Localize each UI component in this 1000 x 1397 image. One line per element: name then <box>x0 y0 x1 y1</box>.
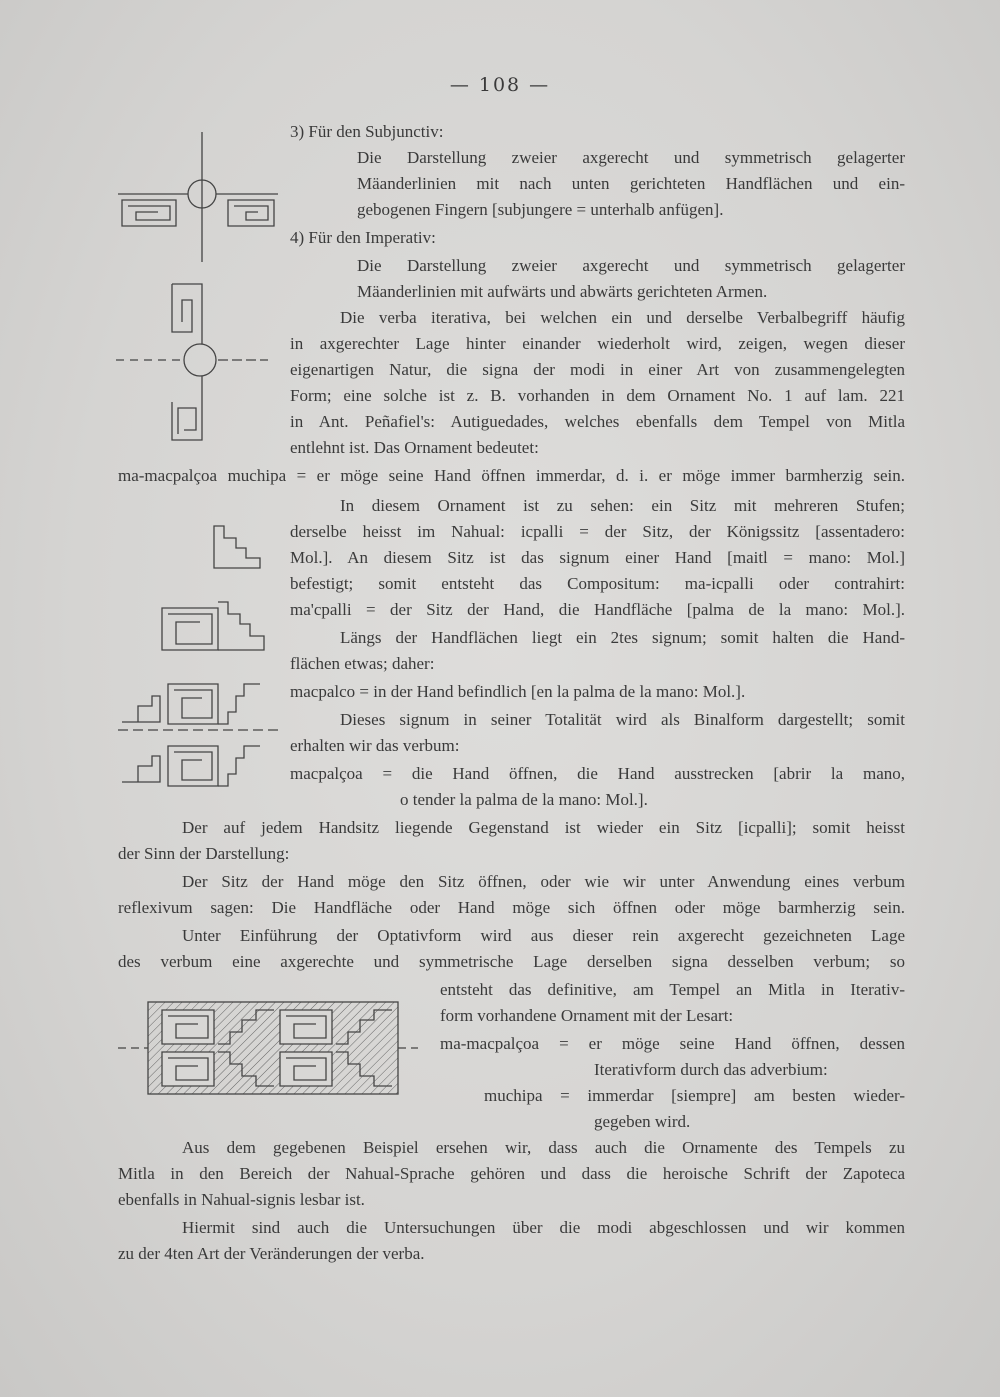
text-line: macpalçoa = die Hand öffnen, die Hand ausstrecken [abrir la mano, <box>290 764 905 783</box>
mitla-ornament-figure <box>118 998 418 1098</box>
text-line: entsteht das definitive, am Tempel an Mitla in Iterativ- <box>440 980 905 999</box>
text-line: zu der 4ten Art der Veränderungen der verba. <box>118 1244 425 1263</box>
text-line: derselbe heisst im Nahual: icpalli = der Sitz, der Königssitz [assentadero: <box>290 522 905 541</box>
text-line: In diesem Ornament ist zu sehen: ein Sitz mit mehreren Stufen; <box>340 496 905 515</box>
text-line: Mol.]. An diesem Sitz ist das signum einer Hand [maitl = mano: Mol.] <box>290 548 905 567</box>
text-line: ma'cpalli = der Sitz der Hand, die Handfläche [palma de la mano: Mol.]. <box>290 600 905 619</box>
text-line: Iterativform durch das adverbium: <box>594 1060 828 1079</box>
text-line: reflexivum sagen: Die Handfläche oder Hand möge sich öffnen oder möge barmherzig sein. <box>118 898 905 917</box>
text-line: Dieses signum in seiner Totalität wird als Binalform dargestellt; somit <box>340 710 905 729</box>
seat-figure <box>212 524 264 570</box>
hand-seat-figure <box>160 600 266 652</box>
text-line: Hiermit sind auch die Untersuchungen über die modi abgeschlossen und wir kommen <box>182 1218 905 1237</box>
text-line: befestigt; somit entsteht das Compositum: ma-icpalli oder contrahirt: <box>290 574 905 593</box>
subjunctive-figure <box>118 122 278 262</box>
text-line: erhalten wir das verbum: <box>290 736 460 755</box>
text-line: macpalco = in der Hand befindlich [en la palma de la mano: Mol.]. <box>290 682 746 701</box>
text-line: eigenartigen Natur, die signa der modi in einer Art von zusammengelegten <box>290 360 905 379</box>
text-line: Die Darstellung zweier axgerecht und symmetrisch gelagerter <box>357 256 905 275</box>
text-line: o tender la palma de la mano: Mol.]. <box>400 790 648 809</box>
page-number: — 108 — <box>449 74 551 96</box>
text-line: ebenfalls in Nahual-signis lesbar ist. <box>118 1190 365 1209</box>
text-line: form vorhandene Ornament mit der Lesart: <box>440 1006 734 1025</box>
text-line: Längs der Handflächen liegt ein 2tes signum; somit halten die Hand- <box>340 628 905 647</box>
text-line: Der Sitz der Hand möge den Sitz öffnen, oder wie wir unter Anwendung eines verbum <box>182 872 905 891</box>
text-line: ma-macpalçoa = er möge seine Hand öffnen, dessen <box>440 1034 905 1053</box>
text-line: des verbum eine axgerechte und symmetrische Lage derselben signa desselben verbum; so <box>118 952 905 971</box>
text-line: flächen etwas; daher: <box>290 654 435 673</box>
text-line: Mäanderlinien mit aufwärts und abwärts gerichteten Armen. <box>357 282 768 301</box>
text-line: Aus dem gegebenen Beispiel ersehen wir, dass auch die Ornamente des Tempels zu <box>182 1138 905 1157</box>
text-line: Die Darstellung zweier axgerecht und symmetrisch gelagerter <box>357 148 905 167</box>
text-line: 3) Für den Subjunctiv: <box>290 122 444 141</box>
imperative-figure <box>116 282 268 452</box>
text-line: der Sinn der Darstellung: <box>118 844 290 863</box>
text-line: in Ant. Peñafiel's: Autiguedades, welches ebenfalls dem Tempel von Mitla <box>290 412 905 431</box>
text-line: gegeben wird. <box>594 1112 691 1131</box>
text-line: ma-macpalçoa muchipa = er möge seine Hand öffnen immerdar, d. i. er möge immer barmherzig sein. <box>118 466 905 485</box>
text-line: Mäanderlinien mit nach unten gerichteten Handflächen und ein- <box>357 174 905 193</box>
text-line: Der auf jedem Handsitz liegende Gegenstand ist wieder ein Sitz [icpalli]; somit heisst <box>182 818 905 837</box>
text-line: 4) Für den Imperativ: <box>290 228 436 247</box>
text-line: muchipa = immerdar [siempre] am besten wieder- <box>484 1086 905 1105</box>
binal-form-figure <box>118 676 278 794</box>
text-line: entlehnt ist. Das Ornament bedeutet: <box>290 438 539 457</box>
text-line: in axgerechter Lage hinter einander wiederholt wird, zeigen, wegen dieser <box>290 334 905 353</box>
text-line: Form; eine solche ist z. B. vorhanden in dem Ornament No. 1 auf lam. 221 <box>290 386 905 405</box>
text-line: Mitla in den Bereich der Nahual-Sprache gehören und dass die heroische Schrift der Zapoteca <box>118 1164 905 1183</box>
text-line: Unter Einführung der Optativform wird aus dieser rein axgerecht gezeichneten Lage <box>182 926 905 945</box>
text-line: gebogenen Fingern [subjungere = unterhalb anfügen]. <box>357 200 724 219</box>
text-line: Die verba iterativa, bei welchen ein und derselbe Verbalbegriff häufig <box>340 308 905 327</box>
